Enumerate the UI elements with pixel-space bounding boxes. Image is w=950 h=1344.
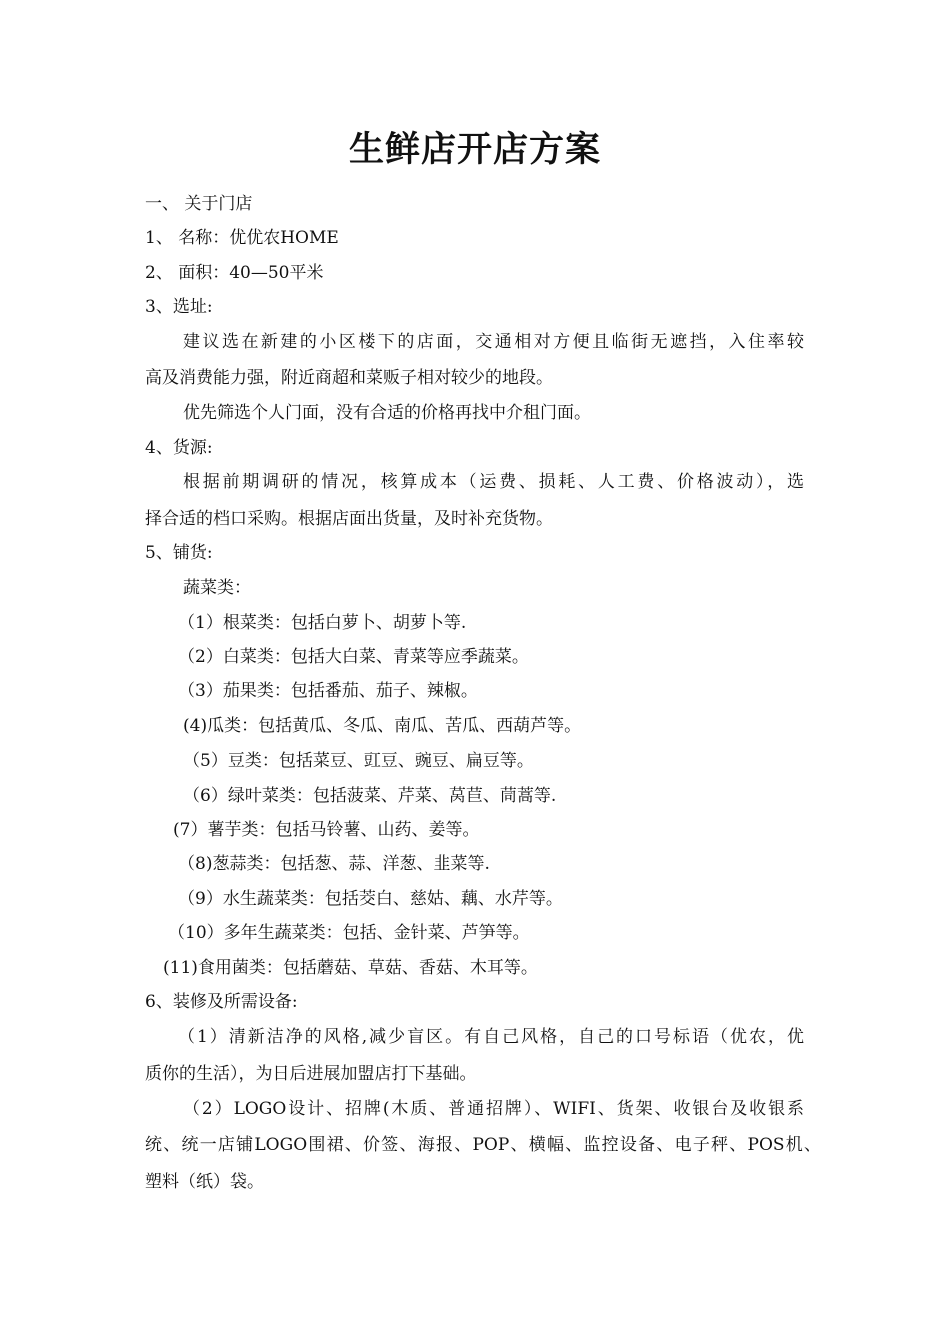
list-item: （3）茄果类：包括番茄、茄子、辣椒。 bbox=[178, 681, 478, 701]
paragraph-line: （2）LOGO设计、招牌(木质、普通招牌）、WIFI、货架、收银台及收银系 bbox=[183, 1099, 804, 1119]
list-item: （8)葱蒜类：包括葱、蒜、洋葱、韭菜等. bbox=[178, 854, 490, 874]
list-item: （9）水生蔬菜类：包括茭白、慈姑、藕、水芹等。 bbox=[178, 889, 563, 909]
paragraph-line: 塑料（纸）袋。 bbox=[145, 1172, 264, 1192]
store-name-line: 1、 名称：优优农HOME bbox=[145, 228, 339, 248]
site-selection-heading: 3、选址: bbox=[145, 297, 213, 317]
list-item: (7）薯芋类：包括马铃薯、山药、姜等。 bbox=[173, 820, 480, 840]
paragraph-line: 统、统一店铺LOGO围裙、价签、海报、POP、横幅、监控设备、电子秤、POS机、 bbox=[145, 1135, 821, 1155]
paragraph-line: 高及消费能力强，附近商超和菜贩子相对较少的地段。 bbox=[145, 368, 553, 388]
list-item: （6）绿叶菜类：包括菠菜、芹菜、莴苣、茼蒿等. bbox=[183, 786, 557, 806]
list-item: （2）白菜类：包括大白菜、青菜等应季蔬菜。 bbox=[178, 647, 529, 667]
section-heading-store: 一、 关于门店 bbox=[145, 194, 253, 214]
paragraph-line: （1）清新洁净的风格,减少盲区。有自己风格，自己的口号标语（优农，优 bbox=[178, 1027, 804, 1047]
paragraph-line: 根据前期调研的情况，核算成本（运费、损耗、人工费、价格波动），选 bbox=[183, 472, 804, 492]
list-item: (4)瓜类：包括黄瓜、冬瓜、南瓜、苦瓜、西葫芦等。 bbox=[183, 716, 582, 736]
decoration-heading: 6、装修及所需设备: bbox=[145, 992, 298, 1012]
list-item: （5）豆类：包括菜豆、豇豆、豌豆、扁豆等。 bbox=[183, 751, 534, 771]
supply-heading: 4、货源: bbox=[145, 438, 213, 458]
paragraph-line: 建议选在新建的小区楼下的店面，交通相对方便且临街无遮挡，入住率较 bbox=[183, 332, 804, 352]
paragraph-line: 优先筛选个人门面，没有合适的价格再找中介租门面。 bbox=[183, 403, 591, 423]
vegetable-category-heading: 蔬菜类： bbox=[183, 578, 251, 598]
list-item: （10）多年生蔬菜类：包括、金针菜、芦笋等。 bbox=[168, 923, 530, 943]
document-title: 生鲜店开店方案 bbox=[348, 130, 601, 170]
store-area-line: 2、 面积：40—50平米 bbox=[145, 263, 324, 283]
paragraph-line: 择合适的档口采购。根据店面出货量，及时补充货物。 bbox=[145, 509, 553, 529]
paragraph-line: 质你的生活），为日后进展加盟店打下基础。 bbox=[145, 1064, 477, 1084]
list-item: (11)食用菌类：包括蘑菇、草菇、香菇、木耳等。 bbox=[163, 958, 538, 978]
list-item: （1）根菜类：包括白萝卜、胡萝卜等. bbox=[178, 613, 467, 633]
stocking-heading: 5、铺货: bbox=[145, 543, 213, 563]
